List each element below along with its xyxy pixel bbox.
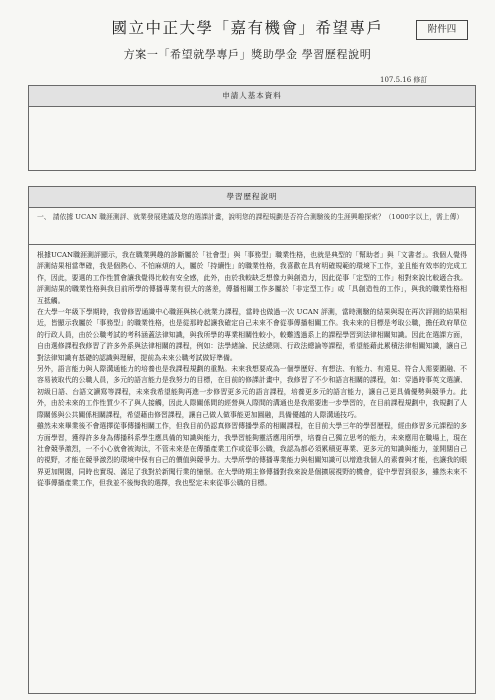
learning-question: 一、 請依據 UCAN 職涯測評、就業發展建議及您的選課計畫，說明您的課程規劃是否符合測驗後的生涯興趣探索？（1000字以上，需上傳） — [29, 208, 475, 245]
answer-paragraph: 根據UCAN職涯測評顯示，我在職業興趣的診斷屬於「社會型」與「事務型」職業性格，也就是典型的「幫助者」與「文書者」。我個人覺得評測結果相當準確，我是個熱心、不怕麻煩的人，屬於「持續性」的職業性格，我喜歡在具有明確規範的環境下工作，並且能有效率的完成工作，因此，要選的工作性質會讓我覺得比較有安全感，此外，由於我較缺乏想像力與創造力，因此從事「定型的工作」相對來說比較適合我。評測結果的職業性格與我目前所學的傳播專業有很大的落差，傳播相關工作多屬於「非定型工作」或「具創造性的工作」，與我的職業性格相互抵觸。 — [37, 251, 467, 305]
learning-answer — [29, 245, 475, 490]
applicant-info-section — [28, 85, 476, 171]
answer-paragraph: 在大學一年級下學期時，我曾修習通識中心職涯與核心就業力課程，當時也做過一次 UCAN 評測，當時測驗的結果與現在再次評測的結果相近，皆顯示我屬於「事務型」的職業性格，也是從那時起讓我確定自己未來不會從事傳播相關工作。我未來的目標是考取公職，擔任政府單位的行政人員，由於公職考試的考科涵蓋法律知識，與我所學的專業相關性較小，較難透過系上的課程學習到法律相關知識。因此在選課方面，自由選修課程我修習了許多外系與法律相關的課程，例如：法學緒論、民法總則、行政法總論等課程，希望能藉此累積法律相關知識，讓自己對法律知識有基礎的認識與理解，提前為未來公職考試做好準備。 — [37, 308, 467, 362]
answer-paragraph: 另外，語言能力與人際溝通能力的培養也是我課程規劃的重點。未來我想要成為一個學歷好、有想法、有能力、有遠見、符合人需要圍融、不容易被取代的公職人員，多元的語言能力是我努力的目標，在目前的修課計畫中，我修習了不少和語言相關的課程，如：穿過時事英文選讀、初級日語、台語文讀寫等課程，未來我希望能夠再進一步修習更多元的語言課程，培養更多元的語言能力，讓自己更具備優勢與競爭力。此外，由於未來的工作性質少不了與人接觸，因此人際關係間的經營與人際間的溝通也是我需要進一步學習的，在目前課程規劃中，我規劃了人際關係與公共關係相關課程，希望藉由修習課程，讓自己做人做事能更加圓融，具備優越的人際溝通技巧。 — [37, 365, 467, 419]
applicant-info-heading: 申請人基本資料 — [29, 86, 475, 107]
learning-history-section — [28, 186, 476, 694]
learning-history-heading: 學習歷程說明 — [29, 187, 475, 208]
answer-paragraph: 雖然未來畢業後不會選擇從事傳播相關工作，但我目前仍認真修習傳播學系的相關課程，在目前大學三年的學習歷程，經由修習多元課程的多方面學習，獲得許多身為傳播科系學生應具備的知識與能力，我學習能夠靈活應用所學，培養自己獨立思考的能力，未來應用在職場上，現在社會競爭激烈，一不小心就會被淘汰，不管未來是在傳播產業工作或從事公職，我認為都必須累積更專業、更多元的知識與能力，並開闊自己的視野，才能在競爭激烈的環境中保有自己的價值與競爭力。大學所學的傳播專業能力與相關知識可以增進我個人的素養與才能，也讓我的眼界更加開闊，同時也實現、滿足了我對於新聞行業的憧憬。在大學時期主修傳播對我來說是個擴展視野的機會，從中學習到很多，雖然未來不從事傳播產業工作，但我並不後悔我的選擇，我也堅定未來從事公職的目標。 — [37, 422, 467, 488]
document-title: 國立中正大學「嘉有機會」希望專戶 — [111, 19, 384, 37]
attachment-label-box: 附件四 — [416, 20, 468, 40]
document-subtitle: 方案一「希望就學專戶」獎助學金 學習歷程說明 — [123, 48, 372, 61]
revision-date: 107.5.16 修訂 — [380, 76, 428, 84]
